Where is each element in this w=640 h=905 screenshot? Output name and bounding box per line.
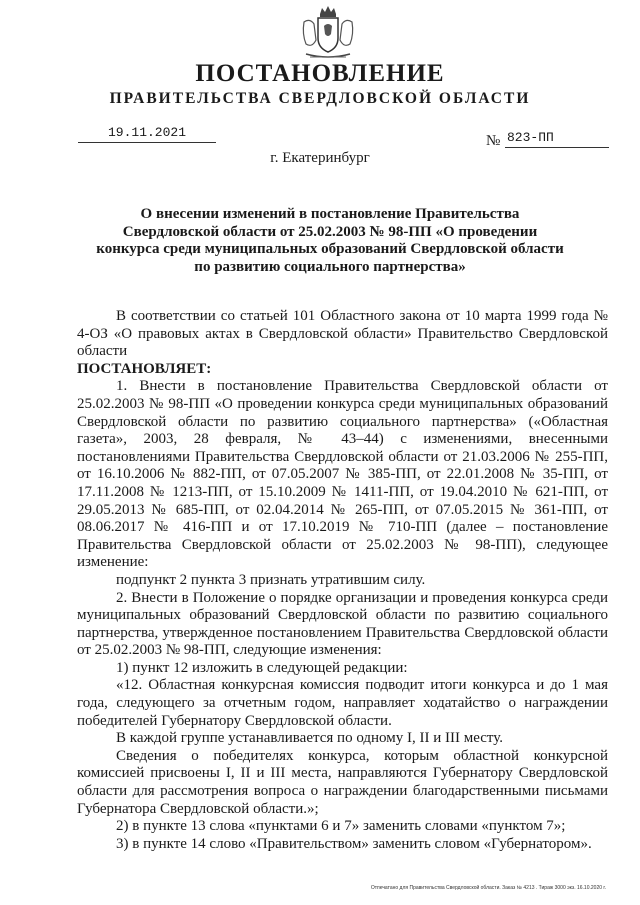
paragraph-2-item-3: 3) в пункте 14 слово «Правительством» заменить словом «Губернатором». (116, 835, 592, 852)
print-footer: Отпечатано для Правительства Свердловской области. Заказ № 4213 . Тираж 3000 экз. 16.10.2020 г. (370, 885, 606, 891)
quote-paragraph-2: В каждой группе устанавливается по одному I, II и III месту. (116, 730, 504, 747)
paragraph-2: 2. Внести в Положение о порядке организации и проведения конкурса среди муниципальных образований Свердловской области по развитию социального партнерства, утвержденное постановлением Правительства Свердловской области от 25.02.2003 № 98-ПП, следующие изменения: (77, 589, 608, 659)
paragraph-1: 1. Внести в постановление Правительства Свердловской области от 25.02.2003 № 98-ПП «О проведении конкурса среди муниципальных образований Свердловской области по развитию социального партнерства» («Областная газета», 2003, 28 февраля, № 43–44) с изменениями, внесенными постановлениями Правительства Свердловской области от 21.03.2006 № 255-ПП, от 16.10.2006 № 882-ПП, от 07.05.2007 № 385-ПП, от 22.01.2008 № 35-ПП, от 17.11.2008 № 1213-ПП, от 15.10.2009 № 1411-ПП, от 19.04.2010 № 621-ПП, от 29.05.2013 № 685-ПП, от 02.04.2014 № 265-ПП, от 07.05.2015 № 361-ПП, от 08.06.2017 № 416-ПП и от 17.10.2019 № 710-ПП (далее – постановление Правительства Свердловской области от 25.02.2003 № 98-ПП), следующее изменение: (77, 378, 608, 571)
paragraph-2-item-2: 2) в пункте 13 слова «пунктами 6 и 7» заменить словами «пунктом 7»; (116, 818, 566, 835)
paragraph-2-item-1: 1) пункт 12 изложить в следующей редакции: (116, 659, 408, 676)
coat-of-arms-emblem (296, 4, 360, 62)
document-body (77, 308, 608, 853)
document-number: 823-ПП (505, 130, 609, 148)
document-date: 19.11.2021 (78, 125, 216, 143)
city-label: г. Екатеринбург (270, 150, 370, 166)
document-subtitle: ПРАВИТЕЛЬСТВА СВЕРДЛОВСКОЙ ОБЛАСТИ (109, 90, 531, 107)
paragraph-1-subitem: подпункт 2 пункта 3 признать утратившим силу. (116, 571, 426, 588)
document-title: ПОСТАНОВЛЕНИЕ (195, 60, 445, 87)
document-heading: О внесении изменений в постановление Правительства Свердловской области от 25.02.2003 № 98-ПП «О проведении конкурса среди муниципальных образований Свердловской области по развитию социального партнерства» (96, 206, 564, 275)
quote-paragraph-3: Сведения о победителях конкурса, которым областной конкурсной комиссией присвоены I, II и III места, направляются Губернатору Свердловской области для рассмотрения вопроса о награждении благодарственными письмами Губернатора Свердловской области.»; (77, 747, 608, 817)
intro-paragraph: В соответствии со статьей 101 Областного закона от 10 марта 1999 года № 4-ОЗ «О правовых актах в Свердловской области» Правительство Свердловской области (77, 308, 608, 360)
resolve-label: ПОСТАНОВЛЯЕТ: (77, 360, 212, 377)
number-sign: № (486, 133, 501, 149)
quote-paragraph-1: «12. Областная конкурсная комиссия подводит итоги конкурса и до 1 мая года, следующего за отчетным годом, направляет ходатайство о награждении победителей Губернатору Свердловской области. (77, 677, 608, 729)
